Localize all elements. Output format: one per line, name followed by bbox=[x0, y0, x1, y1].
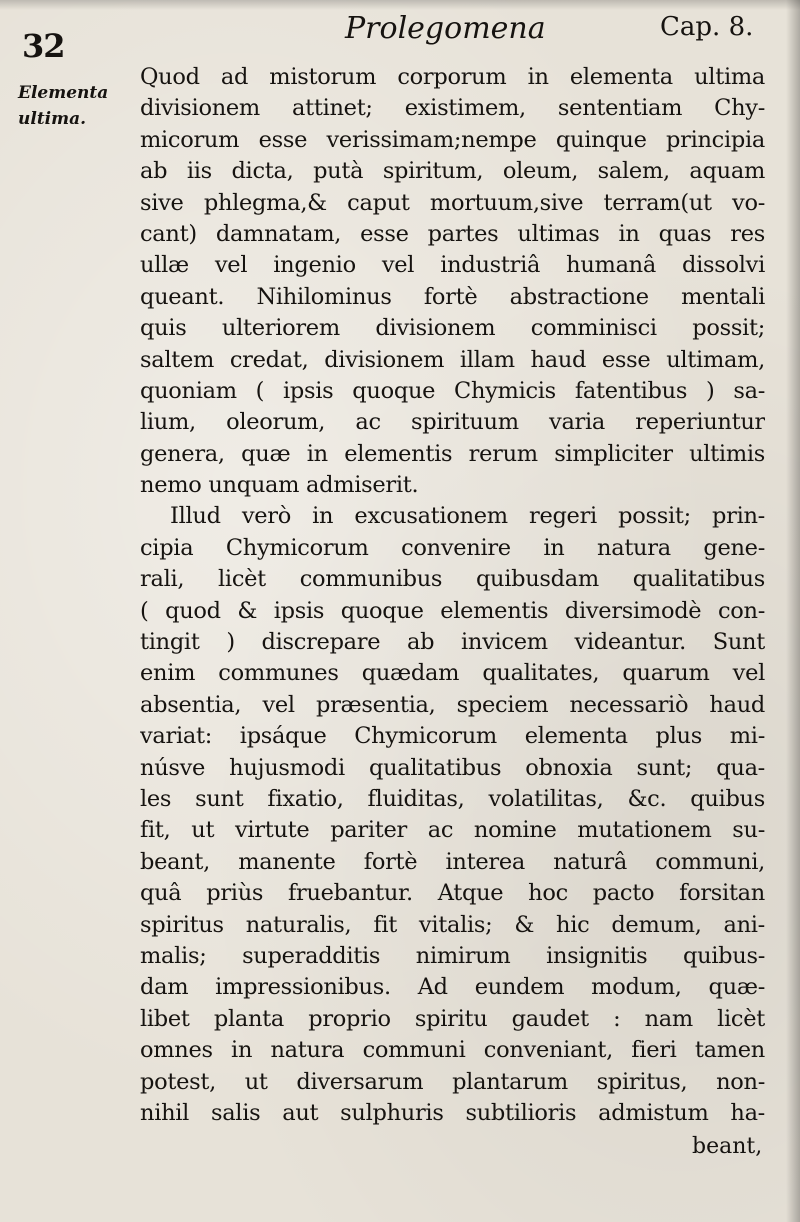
text-line: micorum esse verissimam;nempe quinque principia bbox=[140, 126, 765, 153]
text-line: Quod ad mistorum corporum in elementa ultima bbox=[140, 64, 765, 90]
text-line: divisionem attinet; existimem, sententiam Chy- bbox=[140, 95, 765, 122]
text-line: spiritus naturalis, fit vitalis; & hic demum, ani- bbox=[140, 911, 765, 938]
text-line: absentia, vel præsentia, speciem necessariò haud bbox=[140, 691, 765, 718]
text-line: lium, oleorum, ac spirituum varia reperiuntur bbox=[140, 409, 765, 436]
text-line: núsve hujusmodi qualitatibus obnoxia sunt; qua- bbox=[140, 754, 765, 781]
text-line: les sunt fixatio, fluiditas, volatilitas, &c. quibus bbox=[140, 785, 765, 812]
running-head: Prolegomena bbox=[345, 11, 546, 46]
text-line: libet planta proprio spiritu gaudet : nam licèt bbox=[140, 1005, 765, 1032]
page-edge-shadow bbox=[786, 0, 800, 1222]
text-line: cipia Chymicorum convenire in natura gene- bbox=[140, 534, 765, 561]
text-line: quis ulteriorem divisionem comminisci possit; bbox=[140, 315, 765, 342]
text-line: ( quod & ipsis quoque elementis diversimodè con- bbox=[140, 597, 765, 624]
page-shadow bbox=[0, 0, 800, 10]
text-line: ab iis dicta, putà spiritum, oleum, salem, aquam bbox=[140, 158, 765, 185]
text-line: genera, quæ in elementis rerum simpliciter ultimis bbox=[140, 440, 765, 467]
margin-note-line: ultima. bbox=[18, 109, 87, 129]
text-line: tingit ) discrepare ab invicem videantur. Sunt bbox=[140, 629, 765, 656]
text-line: sive phlegma,& caput mortuum,sive terram(ut vo- bbox=[140, 189, 765, 216]
text-line: fit, ut virtute pariter ac nomine mutationem su- bbox=[140, 817, 765, 844]
text-line: quoniam ( ipsis quoque Chymicis fatentibus ) sa- bbox=[140, 377, 765, 404]
body-text bbox=[140, 62, 765, 1129]
margin-note-line: Elementa bbox=[18, 83, 109, 103]
text-line: enim communes quædam qualitates, quarum vel bbox=[140, 660, 765, 687]
text-line: nemo unquam admiserit. bbox=[140, 472, 419, 499]
text-line: potest, ut diversarum plantarum spiritus, non- bbox=[140, 1068, 765, 1095]
text-line: nihil salis aut sulphuris subtilioris admistum ha- bbox=[140, 1099, 765, 1126]
text-line: queant. Nihilominus fortè abstractione mentali bbox=[140, 283, 765, 310]
text-line: cant) damnatam, esse partes ultimas in quas res bbox=[140, 220, 765, 247]
text-line: dam impressionibus. Ad eundem modum, quæ- bbox=[140, 974, 765, 1001]
text-line: quâ priùs fruebantur. Atque hoc pacto forsitan bbox=[140, 880, 765, 907]
text-line: Illud verò in excusationem regeri possit; prin- bbox=[170, 503, 765, 530]
text-line: variat: ipsáque Chymicorum elementa plus mi- bbox=[140, 723, 765, 750]
chapter-mark: Cap. 8. bbox=[660, 12, 754, 42]
text-line: omnes in natura communi conveniant, fieri tamen bbox=[140, 1037, 765, 1064]
text-line: malis; superadditis nimirum insignitis quibus- bbox=[140, 942, 765, 969]
text-line: beant, manente fortè interea naturâ communi, bbox=[140, 848, 765, 875]
margin-note bbox=[18, 80, 128, 132]
text-line: ullæ vel ingenio vel industriâ humanâ dissolvi bbox=[140, 252, 765, 279]
page-number: 32 bbox=[22, 27, 65, 65]
text-line: rali, licèt communibus quibusdam qualitatibus bbox=[140, 566, 765, 593]
catchword: beant, bbox=[692, 1134, 763, 1159]
text-line: saltem credat, divisionem illam haud esse ultimam, bbox=[140, 346, 765, 373]
